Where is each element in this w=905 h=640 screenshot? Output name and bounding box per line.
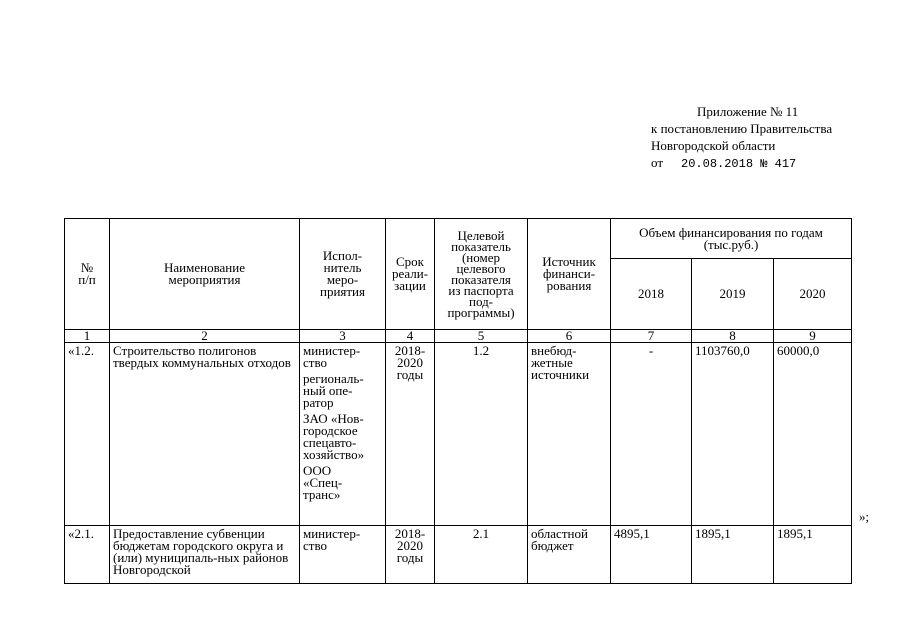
row-2018: - — [611, 343, 692, 526]
closing-quote-mark: »; — [859, 509, 870, 524]
row-name: Предоставление субвенции бюджетам городского округа и (или) муниципаль-ных районов Новгородской — [110, 526, 300, 584]
row-name: Строительство полигонов твердых коммунальных отходов — [110, 343, 300, 526]
header-year-2018: 2018 — [611, 259, 692, 330]
row-2019: 1103760,0 — [692, 343, 774, 526]
column-number: 7 — [611, 330, 692, 343]
header-name: Наименование мероприятия — [110, 219, 300, 330]
row-2020: 60000,0 — [774, 343, 852, 526]
row-executors — [300, 343, 386, 526]
appendix-header — [651, 103, 896, 173]
executor-entry: министер- ство — [303, 526, 361, 553]
column-number: 1 — [65, 330, 110, 343]
row-target: 2.1 — [435, 526, 528, 584]
row-2019: 1895,1 — [692, 526, 774, 584]
header-target: Целевой показатель (номер целевого показателя из паспорта под- программы) — [435, 219, 528, 330]
column-number: 5 — [435, 330, 528, 343]
row-executors — [300, 526, 386, 584]
column-number: 2 — [110, 330, 300, 343]
header-year-2020: 2020 — [774, 259, 852, 330]
row-source: внебюд- жетные источники — [528, 343, 611, 526]
table-row — [65, 526, 852, 584]
row-number: «2.1. — [65, 526, 110, 584]
column-number: 3 — [300, 330, 386, 343]
appendix-resolution-line: к постановлению Правительства — [651, 121, 833, 136]
appendix-from-label: от — [651, 155, 664, 170]
column-number: 9 — [774, 330, 852, 343]
row-term: 2018- 2020 годы — [386, 526, 435, 584]
executor-entry: ЗАО «Нов- городское спецавто- хозяйство» — [303, 411, 365, 462]
header-num: № п/п — [65, 219, 110, 330]
header-executor: Испол- нитель меро- приятия — [300, 219, 386, 330]
column-number: 4 — [386, 330, 435, 343]
appendix-title: Приложение № 11 — [697, 104, 799, 119]
row-2018: 4895,1 — [611, 526, 692, 584]
appendix-date-number: 20.08.2018 № 417 — [681, 157, 797, 171]
funding-table — [64, 218, 852, 584]
executor-entry: региональ- ный опе- ратор — [303, 371, 364, 410]
appendix-region-line: Новгородской области — [651, 138, 776, 153]
column-number: 6 — [528, 330, 611, 343]
header-funding: Объем финансирования по годам (тыс.руб.) — [611, 219, 852, 259]
appendix-date-line — [651, 154, 896, 173]
row-number: «1.2. — [65, 343, 110, 526]
table-row — [65, 343, 852, 526]
header-term: Срок реали- зации — [386, 219, 435, 330]
header-year-2019: 2019 — [692, 259, 774, 330]
executor-entry: ООО «Спец- транс» — [303, 463, 343, 502]
row-target: 1.2 — [435, 343, 528, 526]
row-2020: 1895,1 — [774, 526, 852, 584]
header-source: Источник финанси- рования — [528, 219, 611, 330]
column-number: 8 — [692, 330, 774, 343]
row-source: областной бюджет — [528, 526, 611, 584]
executor-entry: министер- ство — [303, 343, 361, 370]
row-term: 2018- 2020 годы — [386, 343, 435, 526]
